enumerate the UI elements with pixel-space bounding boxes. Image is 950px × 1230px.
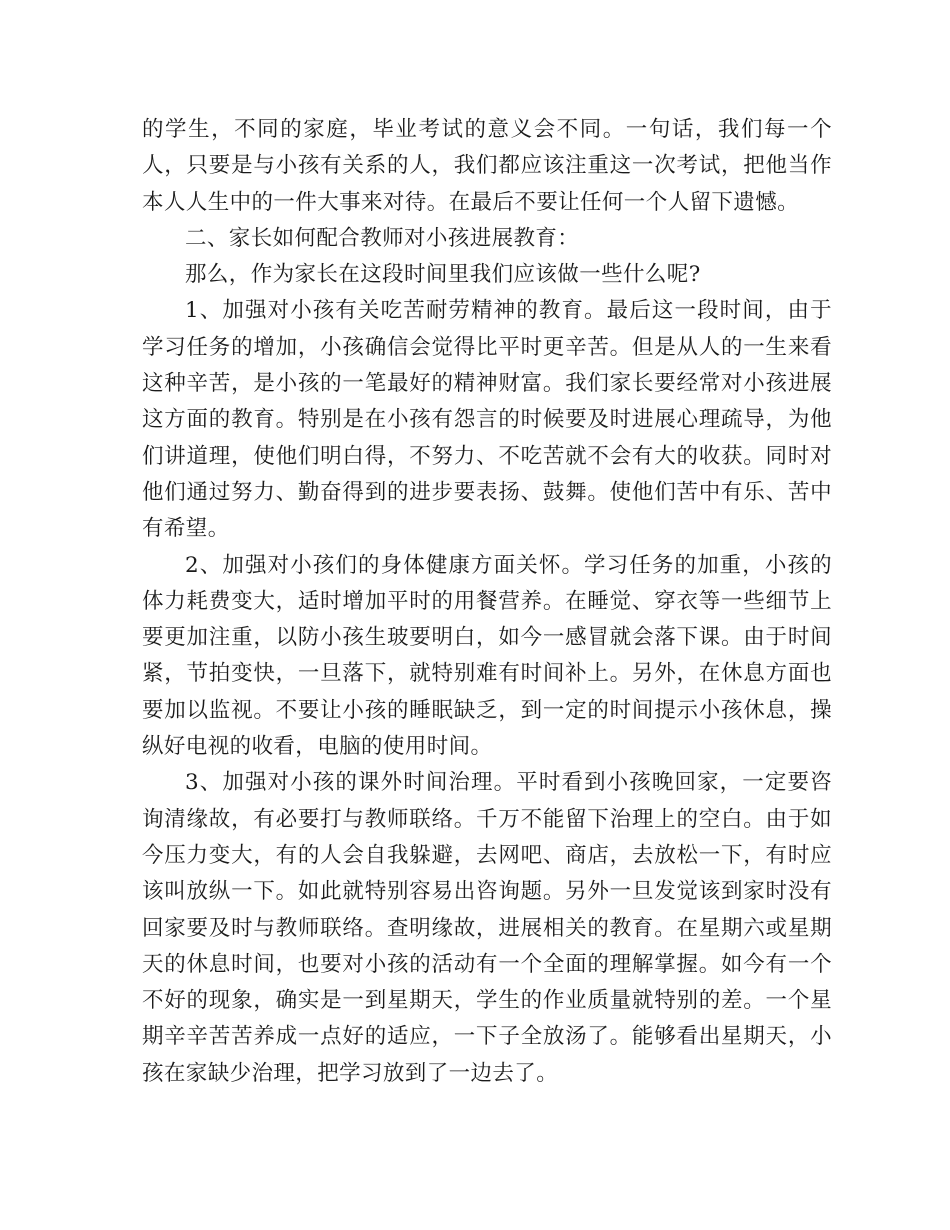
paragraph-point-1: 1、加强对小孩有关吃苦耐劳精神的教育。最后这一段时间，由于学习任务的增加，小孩确信会觉得比平时更辛苦。但是从人的一生来看这种辛苦，是小孩的一笔最好的精神财富。我们家长要经常对小孩进展这方面的教育。特别是在小孩有怨言的时候要及时进展心理疏导，为他们讲道理，使他们明白得，不努力、不吃苦就不会有大的收获。同时对他们通过努力、勤奋得到的进步要表扬、鼓舞。使他们苦中有乐、苦中有希望。: [142, 298, 832, 542]
paragraph-point-3: 3、加强对小孩的课外时间治理。平时看到小孩晚回家，一定要咨询清缘故，有必要打与教师联络。千万不能留下治理上的空白。由于如今压力变大，有的人会自我躲避，去网吧、商店，去放松一下，有时应该叫放纵一下。如此就特别容易出咨询题。另外一旦发觉该到家时没有回家要及时与教师联络。查明缘故，进展相关的教育。在星期六或星期天的休息时间，也要对小孩的活动有一个全面的理解掌握。如今有一个不好的现象，确实是一到星期天，学生的作业质量就特别的差。一个星期辛辛苦苦养成一点好的适应，一下子全放汤了。能够看出星期天，小孩在家缺少治理，把学习放到了一边去了。: [142, 770, 832, 1086]
paragraph-point-2: 2、加强对小孩们的身体健康方面关怀。学习任务的加重，小孩的体力耗费变大，适时增加平时的用餐营养。在睡觉、穿衣等一些细节上要更加注重，以防小孩生玻要明白，如今一感冒就会落下课。由于时间紧，节拍变快，一旦落下，就特别难有时间补上。另外，在休息方面也要加以监视。不要让小孩的睡眠缺乏，到一定的时间提示小孩休息，操纵好电视的收看，电脑的使用时间。: [142, 552, 832, 760]
section-heading-parent-cooperation: 二、家长如何配合教师对小孩进展教育：: [185, 225, 580, 251]
document-body: [142, 112, 832, 1092]
paragraph-continuation: 的学生，不同的家庭，毕业考试的意义会不同。一句话，我们每一个人，只要是与小孩有关系的人，我们都应该注重这一次考试，把他当作本人人生中的一件大事来对待。在最后不要让任何一个人留下遗憾。: [142, 117, 832, 215]
paragraph-question: 那么，作为家长在这段时间里我们应该做一些什么呢?: [185, 262, 701, 288]
